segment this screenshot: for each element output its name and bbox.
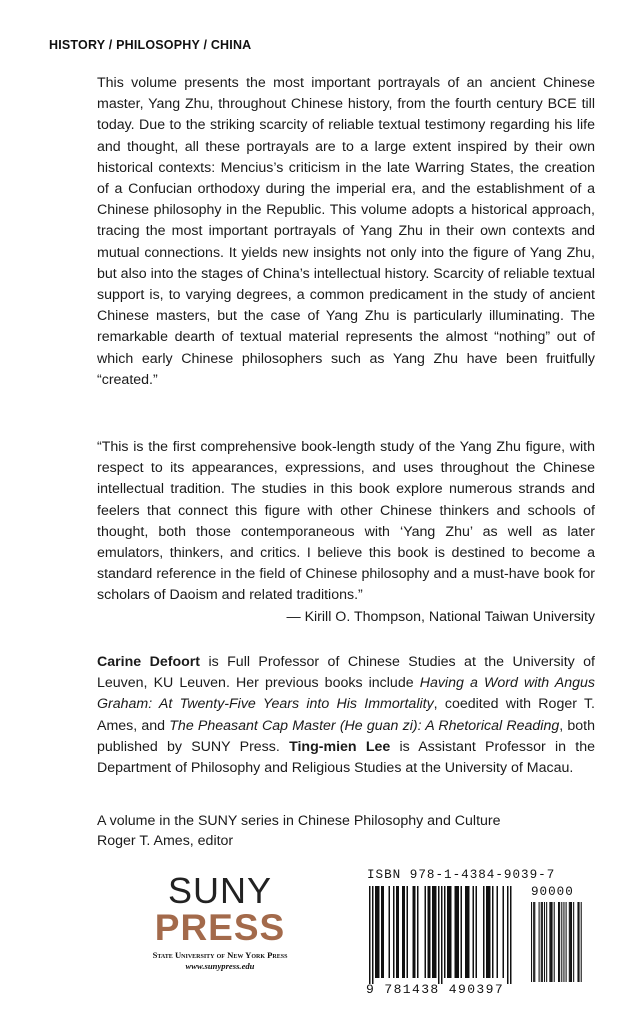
- barcode-bar: [428, 886, 430, 978]
- barcode-bar: [434, 886, 436, 978]
- addon-bar: [539, 902, 540, 982]
- addon-bar: [552, 902, 553, 982]
- barcode-bar: [458, 886, 460, 978]
- barcode-bar: [413, 886, 415, 978]
- addon-bar: [581, 902, 582, 982]
- author-bio-text: is Assistant Professor in the Department of Philosophy and Religious Studies at the University of Macau.: [97, 738, 595, 777]
- author-bio-text: , coedited with Roger T. Ames, and: [97, 696, 595, 734]
- barcode-bar: [450, 886, 452, 978]
- endorsement-block: [97, 437, 595, 628]
- addon-bar: [533, 902, 534, 982]
- endorsement-attribution: — Kirill O. Thompson, National Taiwan University: [286, 608, 595, 625]
- logo-press-wordmark: PRESS: [154, 907, 286, 948]
- barcode-bar: [497, 886, 499, 978]
- barcode-bar: [441, 886, 443, 984]
- addon-bar: [579, 902, 580, 982]
- barcode-bar: [461, 886, 463, 978]
- addon-bar: [570, 902, 571, 982]
- barcode-bar: [507, 886, 509, 984]
- barcode-bar: [455, 886, 457, 978]
- barcode-bar: [369, 886, 371, 984]
- addon-bar: [566, 902, 567, 982]
- publisher-url: www.sunypress.edu: [185, 961, 255, 971]
- author-bio-text: is Full Professor of Chinese Studies at the University of Leuven, KU Leuven. Her previous books include: [97, 654, 595, 692]
- author-bio: [97, 652, 595, 779]
- barcode-bar: [404, 886, 406, 978]
- series-name: A volume in the SUNY series in Chinese Philosophy and Culture: [97, 813, 501, 829]
- addon-bar: [561, 902, 562, 982]
- addon-bar: [569, 902, 570, 982]
- barcode-bar: [465, 886, 467, 978]
- author-name: Carine Defoort: [97, 654, 201, 670]
- barcode-bar: [389, 886, 391, 978]
- barcode-bar: [449, 886, 451, 978]
- author-bio-text: , both published by SUNY Press.: [97, 717, 595, 755]
- book-title: The Pheasant Cap Master (He guan zi): A Rhetorical Reading: [169, 717, 560, 734]
- addon-bar: [573, 902, 574, 982]
- ean-barcode-bars: [369, 886, 527, 984]
- barcode-bar: [378, 886, 380, 978]
- addon-bar: [546, 902, 547, 982]
- barcode-bar: [432, 886, 434, 978]
- endorsement-quote: “This is the first comprehensive book-length study of the Yang Zhu figure, with respect to its appearances, expressions, and uses throughout the Chinese intellectual tradition. The studies in this book explore numerous strands and feelers that connect this figure with other Chinese thinkers and schools of thought, both those contemporaneous with ‘Yang Zhu’ as well as later emulators, thinkers, and critics. I believe this book is destined to become a standard reference in the field of Chinese philosophy and a must-have book for scholars of Daoism and related traditions.”: [97, 439, 595, 604]
- series-editor: Roger T. Ames, editor: [97, 833, 234, 849]
- barcode-bar: [468, 886, 470, 978]
- book-description: [97, 73, 595, 391]
- barcode-bar: [381, 886, 383, 978]
- barcode-bar: [438, 886, 440, 984]
- barcode-bar: [393, 886, 395, 978]
- barcode-bar: [375, 886, 377, 978]
- barcode-bar: [417, 886, 419, 978]
- addon-bar: [550, 902, 551, 982]
- barcode-bar: [396, 886, 398, 978]
- author-name: Ting-mien Lee: [289, 738, 391, 755]
- publisher-name: State University of New York Press: [152, 950, 288, 960]
- barcode-bar: [456, 886, 458, 978]
- isbn-label: ISBN 978-1-4384-9039-7: [367, 868, 556, 882]
- addon-bar: [559, 902, 560, 982]
- publisher-logo: [130, 870, 310, 972]
- barcode-bar: [444, 886, 446, 978]
- addon-bar: [549, 902, 550, 982]
- barcode-bar: [492, 886, 494, 978]
- barcode-bar: [414, 886, 416, 978]
- barcode-bar: [483, 886, 485, 978]
- ean-digits: 9 781438 490397: [366, 982, 505, 997]
- barcode-bar: [476, 886, 478, 978]
- logo-suny-wordmark: SUNY: [167, 870, 273, 911]
- barcode-bar: [489, 886, 491, 978]
- barcode-bar: [383, 886, 385, 978]
- description-paragraph: This volume presents the most important portrayals of an ancient Chinese master, Yang Zhu, throughout Chinese history, from the fourth century BCE till today. Due to the striking scarcity of reliable textual testimony regarding his life and thought, all these portrayals are to a large extent inspired by their own historical contexts: Mencius’s criticism in the late Warring States, the creation of a Confucian orthodoxy during the imperial era, and the establishment of a Chinese philosophy in the Republic. This volume adopts a historical approach, tracing the most important portrayals of Yang Zhu in their own contexts and mutual connections. It yields new insights not only into the figure of Yang Zhu, but also into the stages of China’s intellectual history. Scarcity of reliable textual support is, to varying degrees, a common predicament in the study of ancient Chinese masters, but the case of Yang Zhu is particularly illuminating. The remarkable dearth of textual material represents the almost “nothing” out of which early Chinese philosophers such as Yang Zhu have been fruitfully “created.”: [97, 75, 595, 388]
- addon-bar: [571, 902, 572, 982]
- addon-barcode-bars: [531, 902, 585, 982]
- addon-bar: [541, 902, 542, 982]
- addon-bar: [531, 902, 532, 982]
- book-title: Having a Word with Angus Graham: At Twenty-Five Years into His Immortality: [97, 675, 595, 713]
- barcode-bar: [503, 886, 505, 978]
- barcode-bar: [402, 886, 404, 978]
- barcode-bar: [429, 886, 431, 978]
- barcode-bar: [435, 886, 437, 978]
- addon-bar: [544, 902, 545, 982]
- author-bio-paragraph: [97, 652, 595, 779]
- addon-bar: [577, 902, 578, 982]
- barcode-bar: [488, 886, 490, 978]
- addon-bar: [554, 902, 555, 982]
- barcode-bar: [447, 886, 449, 978]
- barcode-bar: [486, 886, 488, 978]
- addon-bar: [534, 902, 535, 982]
- barcode-bar: [425, 886, 427, 978]
- addon-bar: [542, 902, 543, 982]
- barcode-bar: [377, 886, 379, 978]
- barcode-bar: [372, 886, 374, 984]
- barcode-bar: [473, 886, 475, 978]
- barcode-bar: [407, 886, 409, 978]
- addon-bar: [558, 902, 559, 982]
- barcode-bar: [467, 886, 469, 978]
- addon-bar: [563, 902, 564, 982]
- barcode-bar: [510, 886, 512, 984]
- isbn-barcode: [365, 868, 585, 1000]
- price-code: 90000: [531, 885, 574, 899]
- subject-category: HISTORY / PHILOSOPHY / CHINA: [49, 38, 252, 52]
- series-note: [97, 811, 595, 851]
- barcode-bar: [398, 886, 400, 978]
